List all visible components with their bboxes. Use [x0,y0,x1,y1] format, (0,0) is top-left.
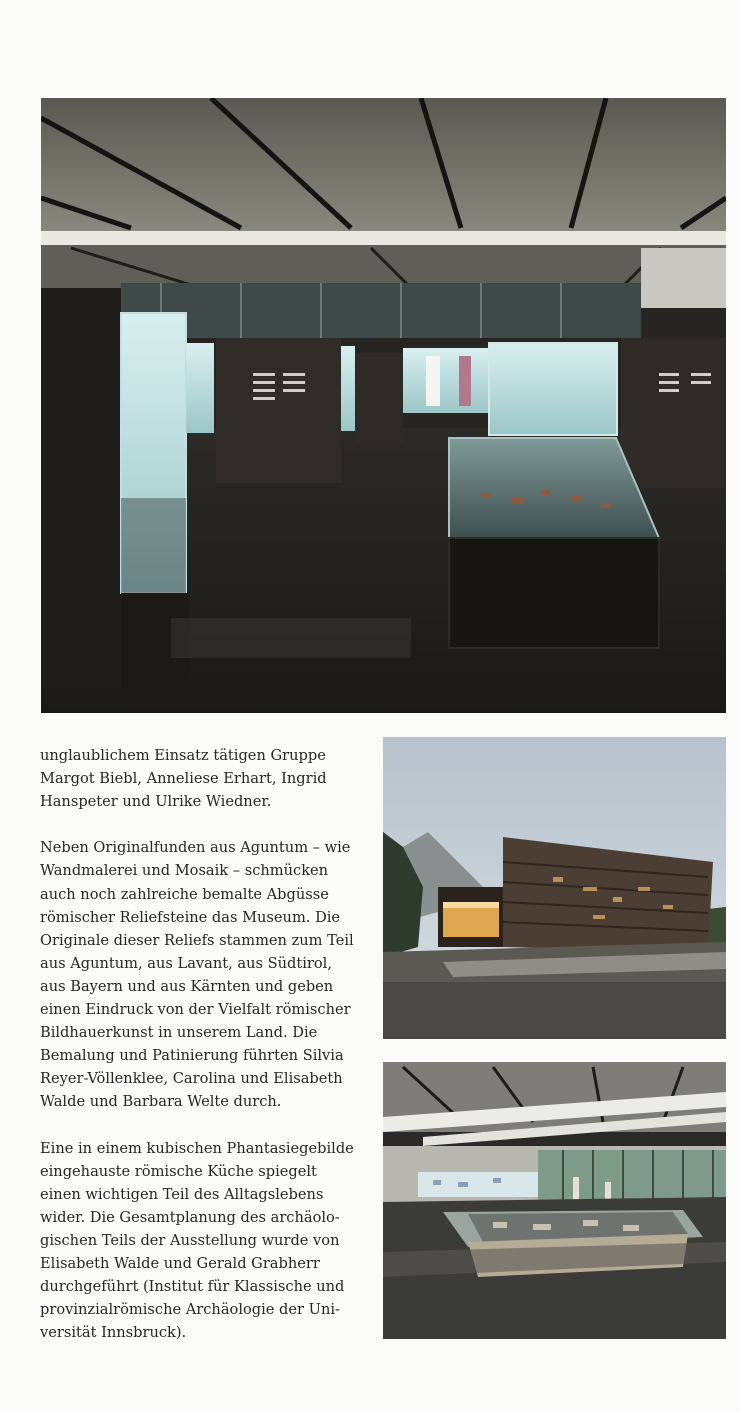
text-line: Bildhauerkunst in unserem Land. Die [40,1024,318,1042]
text-line: aus Bayern und aus Kärnten und geben [40,977,334,995]
text-line: aus Aguntum, aus Lavant, aus Südtirol, [40,954,332,972]
text-line: Neben Originalfunden aus Aguntum – wie [40,839,351,857]
text-line: Eine in einem kubischen Phantasiegebilde [40,1139,354,1157]
text-line: provinzialrömische Archäologie der Uni- [40,1301,340,1319]
text-line: Elisabeth Walde und Gerald Grabherr [40,1255,320,1273]
museum-excavation-hall-photo [383,1062,726,1339]
paragraph [40,836,370,1113]
text-line: Originale dieser Reliefs stammen zum Teil [40,931,354,949]
text-line: Margot Biebl, Anneliese Erhart, Ingrid [40,770,327,788]
text-line: Wandmalerei und Mosaik – schmücken [40,862,329,880]
text-line: gischen Teils der Ausstellung wurde von [40,1231,340,1249]
text-line: Bemalung und Patinierung führten Silvia [40,1047,344,1065]
text-line: auch noch zahlreiche bemalte Abgüsse [40,885,329,903]
text-line: Reyer-Völlenklee, Carolina und Elisabeth [40,1070,343,1088]
museum-building-exterior-photo [383,737,726,1039]
text-line: einen Eindruck von der Vielfalt römischer [40,1001,351,1019]
text-line: Hanspeter und Ulrike Wiedner. [40,793,272,811]
text-line: durchgeführt (Institut für Klassische und [40,1278,345,1296]
text-line: versität Innsbruck). [40,1324,187,1342]
text-line: Walde und Barbara Welte durch. [40,1093,282,1111]
text-line: römischer Reliefsteine das Museum. Die [40,908,341,926]
text-line: unglaublichem Einsatz tätigen Gruppe [40,747,326,764]
museum-gallery-photo [41,98,726,713]
text-line: wider. Die Gesamtplanung des archäolo- [40,1208,340,1226]
text-line: einen wichtigen Teil des Alltagslebens [40,1185,324,1203]
body-text [40,744,370,1368]
paragraph [40,744,370,813]
paragraph [40,1137,370,1345]
text-line: eingehauste römische Küche spiegelt [40,1162,317,1180]
